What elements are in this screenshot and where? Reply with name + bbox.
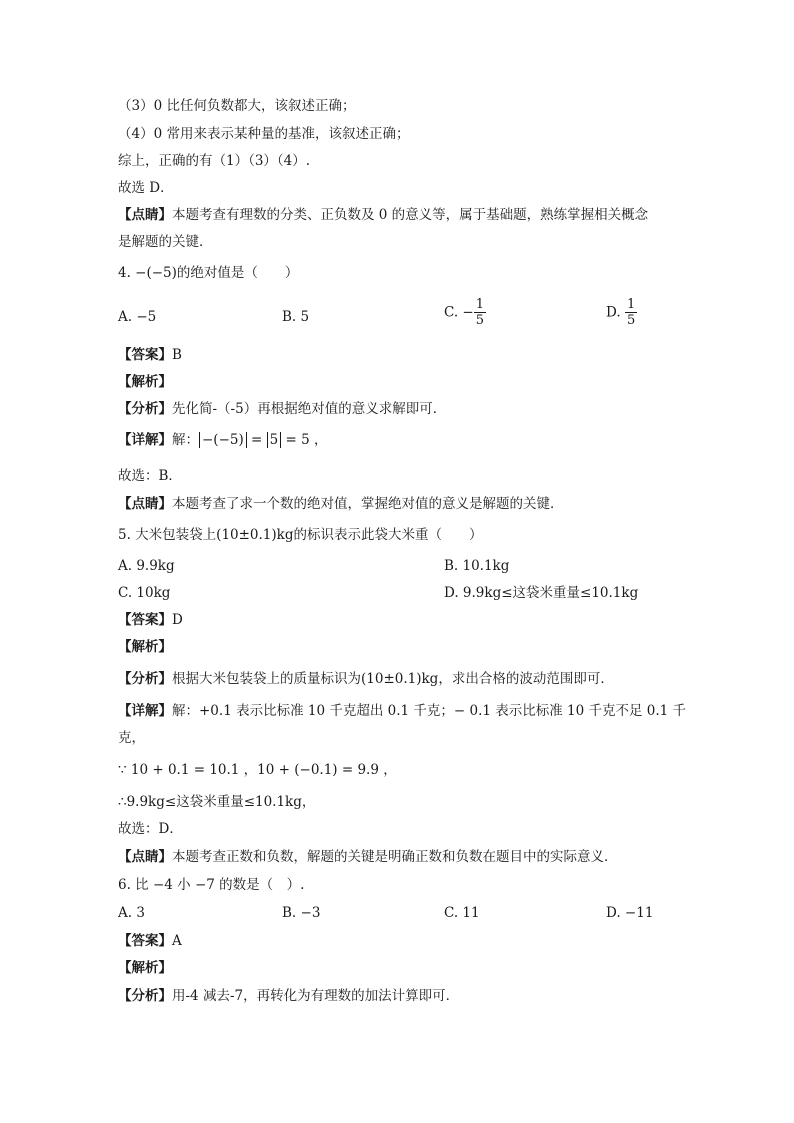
fraction-numerator: 1 [475, 297, 485, 312]
option-c: C. 10kg [118, 585, 171, 601]
text-line: 克， [118, 730, 145, 746]
fraction-numerator: 1 [626, 297, 636, 312]
text-line: （3）0 比任何负数都大，该叙述正确； [118, 98, 356, 114]
comment-line [118, 494, 564, 514]
detail-text: 解： [172, 432, 199, 448]
answer-line [118, 610, 183, 630]
analysis-heading: 【解析】 [118, 374, 172, 390]
text-line: 故选：D． [118, 821, 183, 837]
answer-line [118, 345, 182, 365]
text-line: 是解题的关键． [118, 234, 213, 250]
analysis-tag: 【分析】 [118, 988, 172, 1004]
option-d: D. 9.9kg≤这袋米重量≤10.1kg [444, 585, 639, 601]
absolute-value: 5 [267, 432, 282, 448]
comment-line [118, 847, 618, 867]
analysis-line [118, 986, 459, 1006]
option-b: B. 10.1kg [444, 558, 510, 574]
analysis-tag: 【分析】 [118, 671, 172, 687]
option-label: D. [606, 304, 625, 321]
fraction [625, 297, 637, 328]
fraction-denominator: 5 [626, 313, 636, 328]
analysis-text: ，求出合格的波动范围即可． [438, 671, 614, 687]
analysis-line [118, 399, 446, 419]
comment-text: 本题考查正数和负数，解题的关键是明确正数和负数在题目中的实际意义． [172, 849, 618, 865]
option-a: A. 3 [118, 905, 145, 921]
answer-value: A [172, 933, 182, 949]
option-c [444, 297, 486, 328]
fraction-denominator: 5 [475, 313, 485, 328]
question-text: 5. 大米包装袋上 [118, 527, 217, 543]
answer-value: B [172, 347, 182, 363]
text-line: （4）0 常用来表示某种量的基准，该叙述正确； [118, 126, 410, 142]
math-expression: (10±0.1)kg [361, 671, 439, 687]
analysis-heading: 【解析】 [118, 960, 172, 976]
option-b: B. 5 [282, 309, 310, 325]
fraction [474, 297, 486, 328]
analysis-text: 根据大米包装袋上的质量标识为 [172, 671, 361, 687]
answer-value: D [172, 612, 183, 628]
analysis-text: 先化简-（-5）再根据绝对值的意义求解即可． [172, 401, 447, 417]
question-5 [118, 525, 483, 545]
question-text: 的绝对值是（ ） [176, 265, 299, 281]
comment-line [118, 205, 648, 225]
absolute-value: −(−5) [199, 432, 247, 448]
therefore-line: ∴9.9kg≤这袋米重量≤10.1kg， [118, 794, 316, 810]
option-d [606, 297, 637, 328]
analysis-tag: 【分析】 [118, 401, 172, 417]
answer-line [118, 931, 182, 951]
math-expression: −(−5) [135, 265, 177, 281]
detail-text: 解：+0.1 表示比标准 10 千克超出 0.1 千克；− 0.1 表示比标准 10 千克不足 0.1 千 [172, 703, 687, 719]
analysis-text: 用-4 减去-7，再转化为有理数的加法计算即可． [172, 988, 460, 1004]
answer-tag: 【答案】 [118, 347, 172, 363]
option-c: C. 11 [444, 905, 480, 921]
comment-text: 本题考查有理数的分类、正负数及 0 的意义等，属于基础题，熟练掌握相关概念 [172, 207, 649, 223]
question-number: 4. [118, 265, 136, 281]
answer-tag: 【答案】 [118, 612, 172, 628]
text-line: 故选：B． [118, 468, 182, 484]
detail-tag: 【详解】 [118, 432, 172, 448]
option-a: A. −5 [118, 309, 157, 325]
math-text: = [246, 432, 267, 448]
detail-line [118, 701, 686, 721]
question-6: 6. 比 −4 小 −7 的数是（ ）. [118, 877, 305, 893]
analysis-line [118, 669, 614, 689]
text-line: 故选 D． [118, 180, 174, 196]
analysis-heading: 【解析】 [118, 639, 172, 655]
detail-line [118, 430, 328, 450]
comment-tag: 【点睛】 [118, 207, 172, 223]
comment-tag: 【点睛】 [118, 496, 172, 512]
option-b: B. −3 [282, 905, 321, 921]
because-line: ∵ 10 + 0.1 = 10.1 ，10 + (−0.1) = 9.9 ， [118, 762, 397, 778]
question-text: 的标识表示此袋大米重（ ） [293, 527, 483, 543]
math-text: = 5 ， [281, 432, 328, 448]
option-a: A. 9.9kg [118, 558, 175, 574]
math-expression: (10±0.1)kg [216, 527, 294, 543]
question-4 [118, 263, 298, 283]
detail-tag: 【详解】 [118, 703, 172, 719]
text-line: 综上，正确的有（1）（3）（4）. [118, 153, 311, 169]
comment-text: 本题考查了求一个数的绝对值，掌握绝对值的意义是解题的关键． [172, 496, 564, 512]
comment-tag: 【点睛】 [118, 849, 172, 865]
option-label: C. − [444, 304, 474, 321]
option-d: D. −11 [606, 905, 654, 921]
answer-tag: 【答案】 [118, 933, 172, 949]
